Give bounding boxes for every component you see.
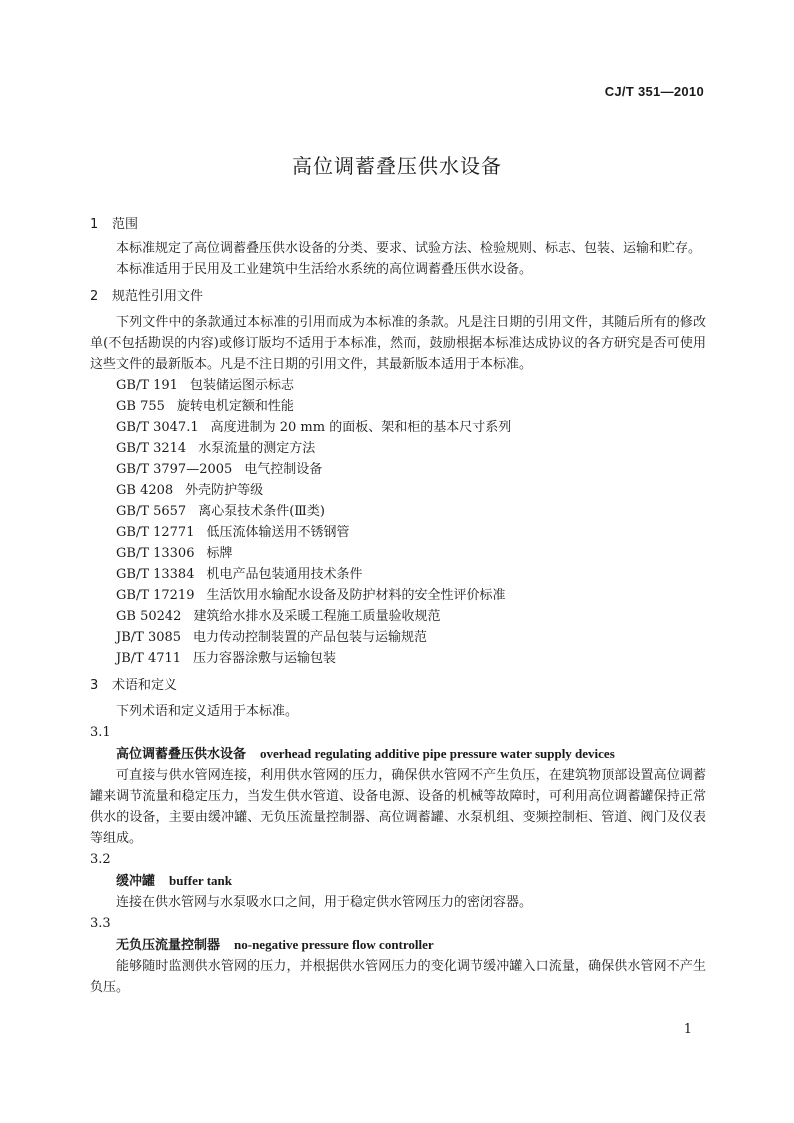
reference-title: 压力容器涂敷与运输包装: [193, 651, 337, 666]
reference-title: 机电产品包装通用技术条件: [206, 567, 363, 582]
section-heading-terms-definitions: [90, 675, 706, 696]
reference-code: JB/T 3085: [116, 630, 182, 645]
reference-code: GB/T 3214: [116, 441, 187, 456]
term-heading: [90, 870, 706, 892]
paragraph: 下列文件中的条款通过本标准的引用而成为本标准的条款。凡是注日期的引用文件，其随后所有的修改单(不包括勘误的内容)或修订版均不适用于本标准，然而，鼓励根据本标准达成协议的各方研究是否可使用这些文件的最新版本。凡是不注日期的引用文件，其最新版本适用于本标准。: [90, 315, 706, 372]
reference-code: GB/T 12771: [116, 525, 195, 540]
reference-code: GB/T 17219: [116, 588, 195, 603]
reference-code: GB/T 3047.1: [116, 420, 199, 435]
reference-item: [90, 606, 706, 627]
reference-code: GB/T 3797—2005: [116, 462, 233, 477]
reference-item: [90, 480, 706, 501]
term-number: 3.2: [90, 852, 111, 867]
reference-title: 生活饮用水输配水设备及防护材料的安全性评价标准: [206, 588, 506, 603]
section-heading-normative-references: [90, 286, 706, 307]
section-title: 范围: [112, 217, 139, 232]
term-heading: [90, 934, 706, 956]
reference-item: [90, 501, 706, 522]
term-zh: 高位调蓄叠压供水设备: [116, 747, 247, 762]
reference-title: 离心泵技术条件(Ⅲ类): [198, 504, 325, 519]
reference-title: 低压流体输送用不锈钢管: [206, 525, 350, 540]
term-definition: 可直接与供水管网连接，利用供水管网的压力，确保供水管网不产生负压，在建筑物顶部设置高位调蓄罐来调节流量和稳定压力，当发生供水管道、设备电源、设备的机械等故障时，可利用高位调蓄罐保持正常供水的设备，主要由缓冲罐、无负压流量控制器、高位调蓄罐、水泵机组、变频控制柜、管道、阀门及仪表等组成。: [90, 768, 706, 846]
term-en: buffer tank: [169, 873, 232, 888]
reference-title: 高度进制为 20 mm 的面板、架和柜的基本尺寸系列: [210, 420, 512, 435]
section-title: 术语和定义: [112, 678, 178, 693]
reference-code: GB 4208: [116, 483, 174, 498]
section-title: 规范性引用文件: [112, 289, 204, 304]
term-number: 3.1: [90, 725, 111, 740]
reference-item: [90, 564, 706, 585]
document-body: [90, 211, 706, 998]
reference-item: [90, 585, 706, 606]
reference-item: [90, 438, 706, 459]
reference-title: 标牌: [206, 546, 233, 561]
reference-title: 包装储运图示标志: [189, 378, 294, 393]
paragraph: 下列术语和定义适用于本标准。: [116, 704, 299, 719]
paragraph: 本标准适用于民用及工业建筑中生活给水系统的高位调蓄叠压供水设备。: [116, 262, 533, 277]
term-definition: 能够随时监测供水管网的压力，并根据供水管网压力的变化调节缓冲罐入口流量，确保供水管网不产生负压。: [90, 959, 706, 995]
paragraph: 本标准规定了高位调蓄叠压供水设备的分类、要求、试验方法、检验规则、标志、包装、运输和贮存。: [116, 241, 702, 256]
reference-item: [90, 459, 706, 480]
reference-code: GB/T 191: [116, 378, 178, 393]
section-number: 1: [90, 217, 99, 232]
reference-title: 旋转电机定额和性能: [176, 399, 294, 414]
reference-item: [90, 396, 706, 417]
reference-code: GB 50242: [116, 609, 182, 624]
reference-title: 水泵流量的测定方法: [198, 441, 316, 456]
reference-title: 建筑给水排水及采暖工程施工质量验收规范: [193, 609, 441, 624]
reference-item: [90, 543, 706, 564]
reference-item: [90, 522, 706, 543]
section-number: 3: [90, 678, 99, 693]
reference-item: [90, 375, 706, 396]
reference-item: [90, 648, 706, 669]
reference-item: [90, 417, 706, 438]
section-number: 2: [90, 289, 99, 304]
reference-code: GB/T 5657: [116, 504, 187, 519]
term-zh: 缓冲罐: [116, 874, 156, 889]
reference-item: [90, 627, 706, 648]
reference-title: 电气控制设备: [244, 462, 323, 477]
standard-code: CJ/T 351—2010: [604, 84, 704, 99]
section-heading-scope: [90, 214, 706, 235]
term-en: overhead regulating additive pipe pressure water supply devices: [260, 746, 615, 761]
document-title: 高位调蓄叠压供水设备: [292, 154, 502, 178]
term-zh: 无负压流量控制器: [116, 938, 221, 953]
page-number: 1: [683, 1022, 692, 1037]
reference-title: 外壳防护等级: [185, 483, 264, 498]
term-definition: 连接在供水管网与水泵吸水口之间，用于稳定供水管网压力的密闭容器。: [116, 895, 533, 910]
term-number: 3.3: [90, 916, 111, 931]
reference-code: GB/T 13306: [116, 546, 195, 561]
reference-code: JB/T 4711: [116, 651, 182, 666]
term-en: no-negative pressure flow controller: [234, 937, 434, 952]
reference-code: GB 755: [116, 399, 165, 414]
reference-list: [90, 375, 706, 669]
term-heading: [90, 743, 706, 765]
reference-code: GB/T 13384: [116, 567, 195, 582]
reference-title: 电力传动控制装置的产品包装与运输规范: [193, 630, 428, 645]
